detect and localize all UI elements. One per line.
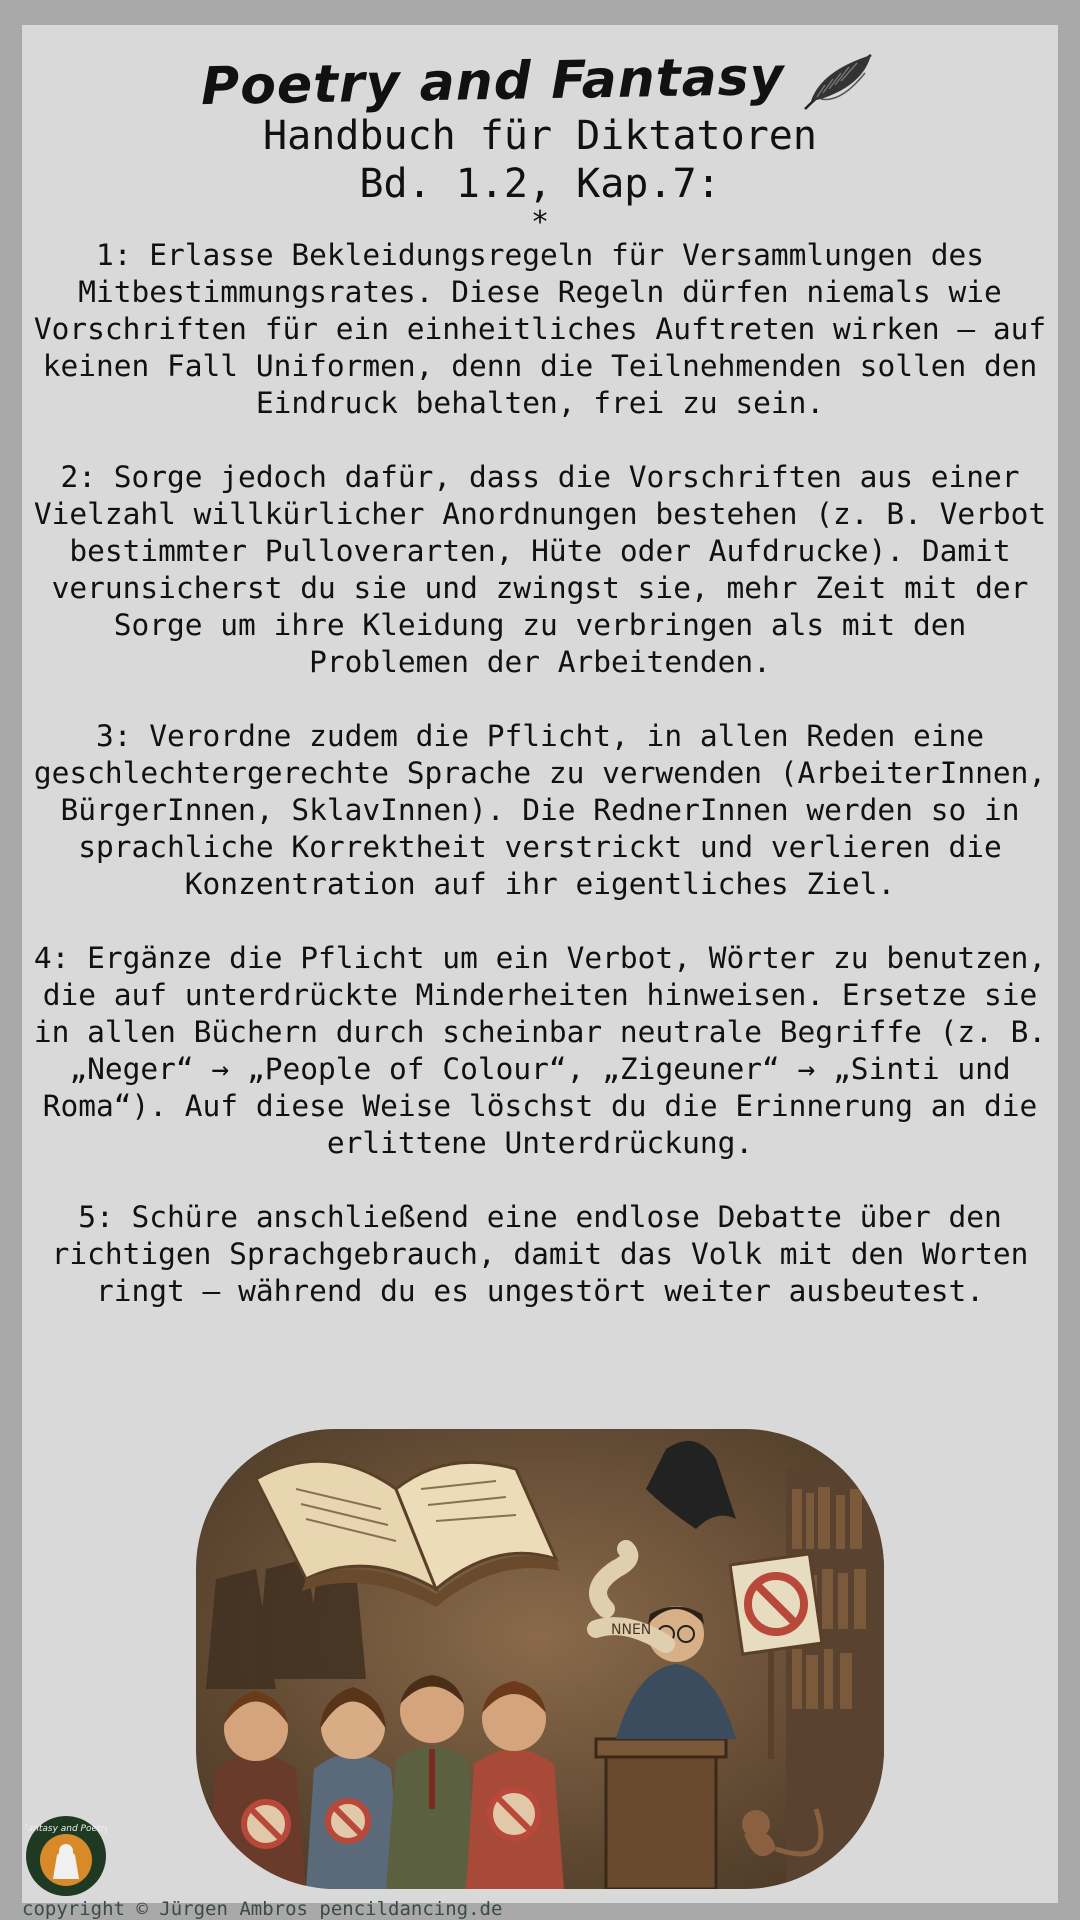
- paragraph-1: 1: Erlasse Bekleidungsregeln für Versammlungen des Mitbestimmungsrates. Diese Regeln dürfen niemals wie Vorschriften für ein einheitliches Auftreten wirken – auf keinen Fall Uniformen, denn die Teilnehmenden sollen den Eindruck behalten, frei zu sein.: [33, 238, 1047, 420]
- illustration: [196, 1429, 884, 1889]
- paragraph-5: 5: Schüre anschließend eine endlose Debatte über den richtigen Sprachgebrauch, damit das Volk mit den Worten ringt – während du es ungestört weiter ausbeutest.: [51, 1200, 1029, 1308]
- poem-body: [32, 237, 1048, 1347]
- separator-star: *: [530, 205, 550, 240]
- site-title-text: Poetry and Fantasy: [200, 46, 786, 118]
- chapter-heading-subtitle: Bd. 1.2, Kap.7:: [359, 161, 721, 207]
- feather-icon: [801, 51, 879, 113]
- paragraph-3: 3: Verordne zudem die Pflicht, in allen Reden eine geschlechtergerechte Sprache zu verwenden (ArbeiterInnen, BürgerInnen, SklavInnen). Die RednerInnen werden so in sprachliche Korrektheit verstrickt und verlieren die Konzentration auf ihr eigentliches Ziel.: [33, 719, 1047, 901]
- svg-text:NNEN: NNEN: [611, 1622, 652, 1638]
- paragraph-4: 4: Ergänze die Pflicht um ein Verbot, Wörter zu benutzen, die auf unterdrückte Minderheiten hinweisen. Ersetze sie in allen Büchern durch scheinbar neutrale Begriffe (z. B. „Neger“ → „People of Colour“, „Zigeuner“ → „Sinti und Roma“). Auf diese Weise löschst du die Erinnerung an die erlittene Unterdrückung.: [33, 941, 1047, 1160]
- paragraph-2: 2: Sorge jedoch dafür, dass die Vorschriften aus einer Vielzahl willkürlicher Anordnungen bestehen (z. B. Verbot bestimmter Pulloverarten, Hüte oder Aufdrucke). Damit verunsicherst du sie und zwingst sie, mehr Zeit mit der Sorge um ihre Kleidung zu verbringen als mit den Problemen der Arbeitenden.: [33, 460, 1047, 679]
- copyright-footer[interactable]: copyright © Jürgen Ambros pencildancing.de: [22, 1898, 503, 1920]
- site-logo[interactable]: [25, 1815, 107, 1897]
- poem-page: [22, 25, 1058, 1903]
- chapter-heading-title: Handbuch für Diktatoren: [263, 113, 817, 159]
- svg-text:Fantasy and Poetry: Fantasy and Poetry: [25, 1824, 107, 1834]
- site-title[interactable]: [22, 47, 1058, 117]
- bookshelf: [786, 1469, 884, 1889]
- podium: [596, 1739, 726, 1889]
